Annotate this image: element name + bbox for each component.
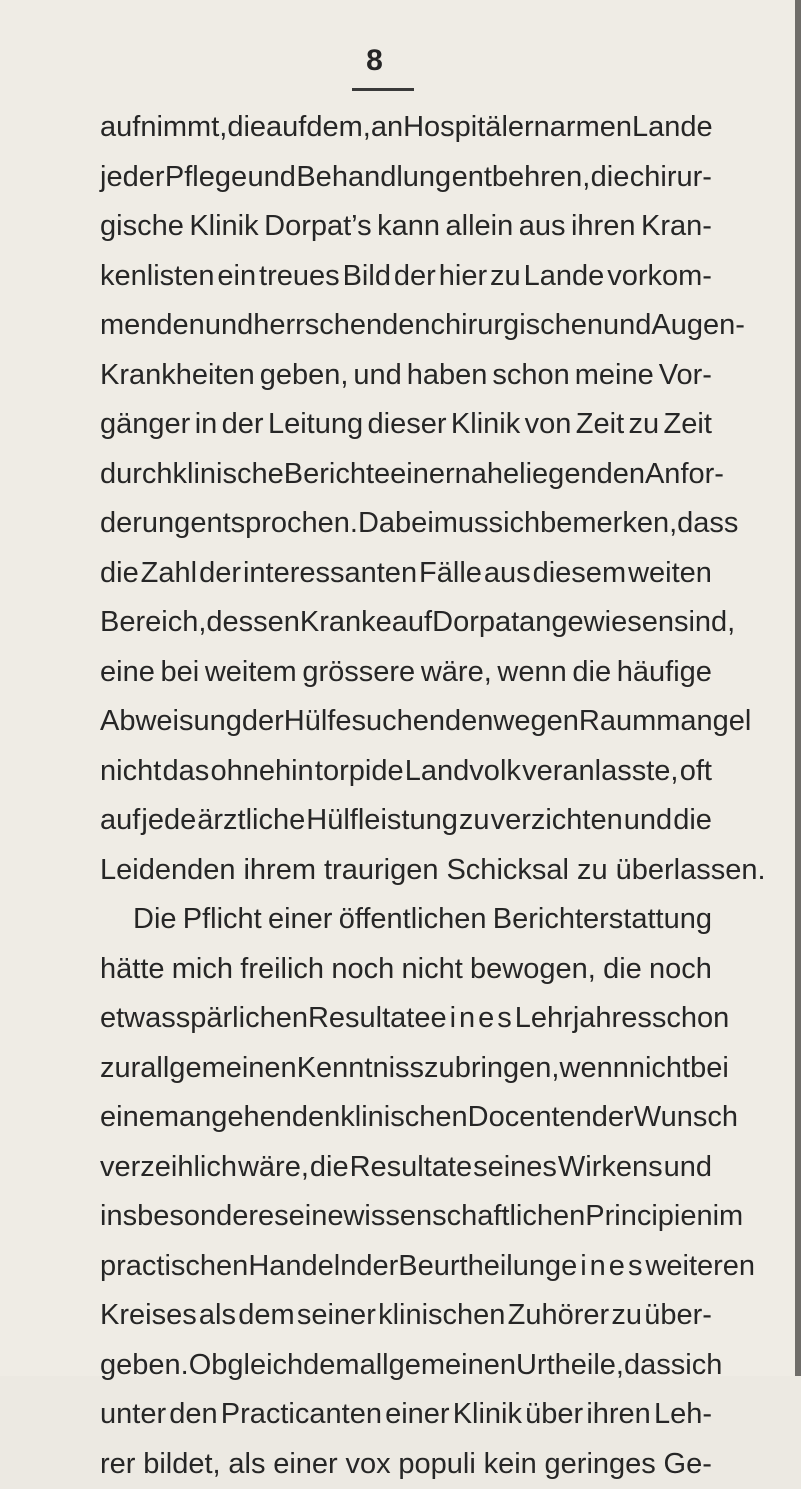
text-line: durch klinische Berichte einer nahe liegenden Anfor- xyxy=(100,450,712,500)
text-line: die Zahl der interessanten Fälle aus diesem weiten xyxy=(100,549,712,599)
body-text xyxy=(100,103,712,1489)
text-line: Krankheiten geben, und haben schon meine Vor- xyxy=(100,351,712,401)
text-line: Die Pflicht einer öffentlichen Berichterstattung xyxy=(100,895,712,945)
text-line: gische Klinik Dorpat’s kann allein aus ihren Kran- xyxy=(100,202,712,252)
text-line: insbesondere seine wissenschaftlichen Principien im xyxy=(100,1192,712,1242)
text-line: unter den Practicanten einer Klinik über ihren Leh- xyxy=(100,1390,712,1440)
text-line: Abweisung der Hülfesuchenden wegen Raummangel xyxy=(100,697,712,747)
text-line: etwas spärlichen Resultate eines Lehrjahres schon xyxy=(100,994,712,1044)
text-line: menden und herrschenden chirurgischen und Augen- xyxy=(100,301,712,351)
text-line: derung entsprochen. Dabei muss ich bemerken, dass xyxy=(100,499,712,549)
text-line: Leidenden ihrem traurigen Schicksal zu überlassen. xyxy=(100,846,712,896)
header-rule xyxy=(352,88,414,91)
page-number: 8 xyxy=(355,44,395,78)
text-line: Bereich, dessen Kranke auf Dorpat angewiesen sind, xyxy=(100,598,712,648)
text-line: auf jede ärztliche Hülfleistung zu verzichten und die xyxy=(100,796,712,846)
text-line: practischen Handeln der Beurtheilung eines weiteren xyxy=(100,1242,712,1292)
text-line: Kreises als dem seiner klinischen Zuhörer zu über- xyxy=(100,1291,712,1341)
text-line: zur allgemeinen Kenntniss zu bringen, wenn nicht bei xyxy=(100,1044,712,1094)
text-line: gänger in der Leitung dieser Klinik von Zeit zu Zeit xyxy=(100,400,712,450)
page-edge xyxy=(795,0,801,1376)
text-line: rer bildet, als einer vox populi kein geringes Ge- xyxy=(100,1440,712,1489)
text-line: geben. Obgleich dem allgemeinen Urtheile, das sich xyxy=(100,1341,712,1391)
text-line: aufnimmt, die auf dem, an Hospitälern armen Lande xyxy=(100,103,712,153)
text-line: nicht das ohnehin torpide Landvolk veranlasste, oft xyxy=(100,747,712,797)
text-line: eine bei weitem grössere wäre, wenn die häufige xyxy=(100,648,712,698)
text-line: einem angehenden klinischen Docenten der Wunsch xyxy=(100,1093,712,1143)
text-line: verzeihlich wäre, die Resultate seines Wirkens und xyxy=(100,1143,712,1193)
text-line: kenlisten ein treues Bild der hier zu Lande vorkom- xyxy=(100,252,712,302)
text-line: jeder Pflege und Behandlung entbehren, die chirur- xyxy=(100,153,712,203)
text-line: hätte mich freilich noch nicht bewogen, die noch xyxy=(100,945,712,995)
